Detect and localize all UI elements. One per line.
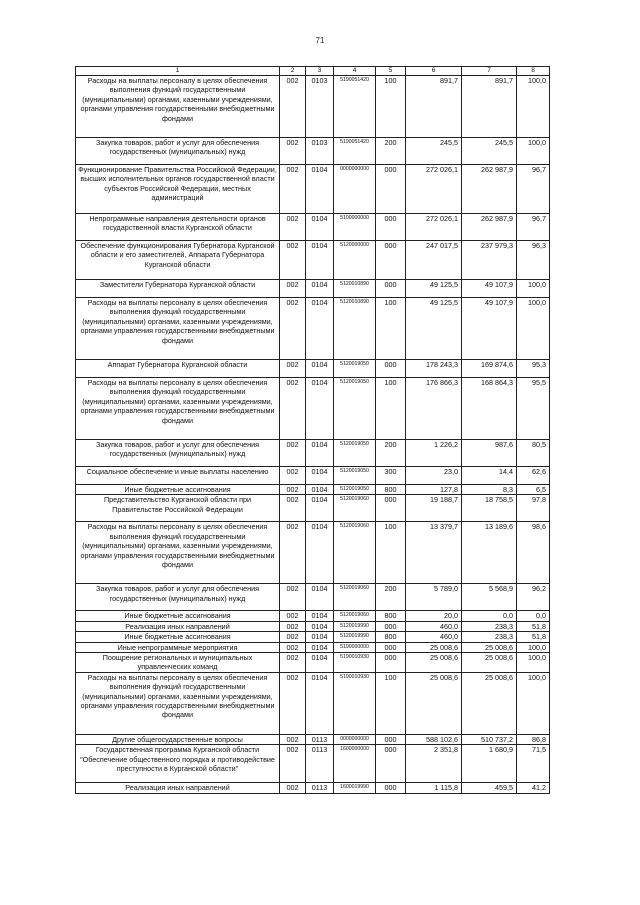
table-cell-fact: 5 568,9 — [462, 584, 517, 611]
column-header: 1 — [76, 67, 280, 76]
table-cell-name: Функционирование Правительства Российской Федерации, высших исполнительных органов государственной власти субъектов Российской Федерации, местных администраций — [76, 165, 280, 214]
table-cell-ved: 002 — [280, 672, 306, 734]
table-row — [76, 745, 550, 783]
table-cell-name: Другие общегосударственные вопросы — [76, 734, 280, 744]
table-cell-plan: 19 188,7 — [406, 495, 462, 522]
table-cell-percent: 98,6 — [517, 522, 550, 584]
table-row — [76, 485, 550, 495]
table-cell-percent: 96,3 — [517, 241, 550, 280]
table-cell-csr: 5120010890 — [334, 298, 376, 360]
table-cell-plan: 49 125,5 — [406, 280, 462, 298]
table-cell-fact: 169 874,6 — [462, 360, 517, 378]
table-cell-vr: 000 — [376, 653, 406, 673]
table-cell-csr: 5120019990 — [334, 621, 376, 631]
table-cell-rzpr: 0104 — [306, 621, 334, 631]
page-number: 71 — [315, 36, 325, 45]
table-cell-vr: 100 — [376, 378, 406, 440]
table-cell-fact: 891,7 — [462, 76, 517, 138]
table-cell-ved: 002 — [280, 653, 306, 673]
table-cell-plan: 272 026,1 — [406, 165, 462, 214]
table-cell-fact: 245,5 — [462, 138, 517, 165]
table-cell-plan: 1 115,8 — [406, 783, 462, 793]
table-row — [76, 632, 550, 642]
table-cell-name: Расходы на выплаты персоналу в целях обеспечения выполнения функций государственными (муниципальными) органами, казенными учреждениями, органами управления государственными внебюджетными фондами — [76, 298, 280, 360]
table-cell-fact: 18 758,5 — [462, 495, 517, 522]
table-cell-percent: 100,0 — [517, 138, 550, 165]
table-cell-name: Непрограммные направления деятельности органов государственной власти Курганской области — [76, 214, 280, 241]
table-cell-name: Закупка товаров, работ и услуг для обеспечения государственных (муниципальных) нужд — [76, 138, 280, 165]
table-row — [76, 672, 550, 734]
table-cell-ved: 002 — [280, 522, 306, 584]
column-header: 8 — [517, 67, 550, 76]
table-cell-name: Иные бюджетные ассигнования — [76, 485, 280, 495]
table-cell-vr: 100 — [376, 522, 406, 584]
table-cell-vr: 000 — [376, 783, 406, 793]
table-cell-vr: 000 — [376, 621, 406, 631]
table-cell-plan: 460,0 — [406, 621, 462, 631]
table-cell-rzpr: 0104 — [306, 642, 334, 652]
table-cell-name: Иные непрограммные мероприятия — [76, 642, 280, 652]
table-cell-plan: 460,0 — [406, 632, 462, 642]
table-cell-ved: 002 — [280, 76, 306, 138]
table-cell-percent: 100,0 — [517, 653, 550, 673]
table-cell-csr: 5120019050 — [334, 360, 376, 378]
table-cell-plan: 20,0 — [406, 611, 462, 621]
table-cell-vr: 800 — [376, 632, 406, 642]
table-cell-csr: 0000000000 — [334, 734, 376, 744]
table-row — [76, 76, 550, 138]
table-cell-fact: 262 987,9 — [462, 165, 517, 214]
table-row — [76, 783, 550, 793]
table-cell-fact: 168 864,3 — [462, 378, 517, 440]
table-cell-plan: 127,8 — [406, 485, 462, 495]
table-cell-vr: 100 — [376, 672, 406, 734]
table-cell-fact: 238,3 — [462, 621, 517, 631]
table-cell-percent: 96,2 — [517, 584, 550, 611]
table-cell-vr: 000 — [376, 495, 406, 522]
table-cell-csr: 5190051420 — [334, 76, 376, 138]
table-cell-fact: 238,3 — [462, 632, 517, 642]
table-cell-percent: 41,2 — [517, 783, 550, 793]
table-cell-csr: 5190010930 — [334, 653, 376, 673]
table-cell-fact: 25 008,6 — [462, 642, 517, 652]
table-cell-csr: 5120019060 — [334, 611, 376, 621]
table-cell-vr: 300 — [376, 467, 406, 485]
table-cell-ved: 002 — [280, 584, 306, 611]
table-cell-csr: 5100000000 — [334, 214, 376, 241]
table-cell-csr: 1600019990 — [334, 783, 376, 793]
table-cell-name: Заместители Губернатора Курганской области — [76, 280, 280, 298]
table-row — [76, 734, 550, 744]
table-cell-name: Иные бюджетные ассигнования — [76, 611, 280, 621]
table-cell-fact: 237 979,3 — [462, 241, 517, 280]
table-cell-fact: 25 008,6 — [462, 653, 517, 673]
table-cell-rzpr: 0104 — [306, 214, 334, 241]
table-cell-name: Реализация иных направлений — [76, 621, 280, 631]
column-header: 3 — [306, 67, 334, 76]
column-header: 2 — [280, 67, 306, 76]
table-cell-rzpr: 0104 — [306, 280, 334, 298]
table-cell-vr: 200 — [376, 584, 406, 611]
table-cell-fact: 459,5 — [462, 783, 517, 793]
table-cell-plan: 247 017,5 — [406, 241, 462, 280]
table-cell-percent: 100,0 — [517, 76, 550, 138]
table-cell-vr: 000 — [376, 642, 406, 652]
table-cell-ved: 002 — [280, 440, 306, 467]
table-cell-percent: 100,0 — [517, 642, 550, 652]
column-header: 4 — [334, 67, 376, 76]
table-cell-ved: 002 — [280, 467, 306, 485]
table-cell-ved: 002 — [280, 485, 306, 495]
table-row — [76, 165, 550, 214]
table-cell-rzpr: 0104 — [306, 298, 334, 360]
table-cell-ved: 002 — [280, 495, 306, 522]
table-cell-rzpr: 0113 — [306, 745, 334, 783]
table-cell-csr: 5120019050 — [334, 485, 376, 495]
table-cell-plan: 25 008,6 — [406, 672, 462, 734]
table-cell-name: Представительство Курганской области при Правительстве Российской Федерации — [76, 495, 280, 522]
table-cell-percent: 96,7 — [517, 165, 550, 214]
table-cell-percent: 100,0 — [517, 672, 550, 734]
table-cell-ved: 002 — [280, 138, 306, 165]
table-cell-ved: 002 — [280, 611, 306, 621]
table-cell-vr: 000 — [376, 280, 406, 298]
table-cell-name: Аппарат Губернатора Курганской области — [76, 360, 280, 378]
table-cell-rzpr: 0104 — [306, 360, 334, 378]
table-cell-percent: 71,5 — [517, 745, 550, 783]
table-cell-plan: 2 351,8 — [406, 745, 462, 783]
table-cell-percent: 0,0 — [517, 611, 550, 621]
table-cell-fact: 13 189,6 — [462, 522, 517, 584]
table-cell-rzpr: 0104 — [306, 653, 334, 673]
table-row — [76, 360, 550, 378]
table-row — [76, 621, 550, 631]
table-header-row — [76, 67, 550, 76]
table-cell-fact: 8,3 — [462, 485, 517, 495]
table-row — [76, 642, 550, 652]
table-cell-vr: 800 — [376, 611, 406, 621]
table-cell-csr: 5120019050 — [334, 378, 376, 440]
table-cell-name: Расходы на выплаты персоналу в целях обеспечения выполнения функций государственными (муниципальными) органами, казенными учреждениями, органами управления государственными внебюджетными фондами — [76, 76, 280, 138]
table-cell-csr: 5190000000 — [334, 642, 376, 652]
table-row — [76, 214, 550, 241]
table-cell-plan: 588 102,6 — [406, 734, 462, 744]
table-cell-rzpr: 0104 — [306, 522, 334, 584]
table-row — [76, 138, 550, 165]
table-cell-plan: 178 243,3 — [406, 360, 462, 378]
table-cell-rzpr: 0104 — [306, 378, 334, 440]
table-cell-ved: 002 — [280, 745, 306, 783]
table-cell-vr: 000 — [376, 165, 406, 214]
table-cell-percent: 96,7 — [517, 214, 550, 241]
table-cell-fact: 1 680,9 — [462, 745, 517, 783]
table-cell-rzpr: 0104 — [306, 467, 334, 485]
table-row — [76, 280, 550, 298]
column-header: 7 — [462, 67, 517, 76]
table-cell-name: Закупка товаров, работ и услуг для обеспечения государственных (муниципальных) нужд — [76, 440, 280, 467]
table-cell-vr: 000 — [376, 745, 406, 783]
column-header: 6 — [406, 67, 462, 76]
table-row — [76, 495, 550, 522]
table-cell-csr: 5120019990 — [334, 632, 376, 642]
table-cell-percent: 6,5 — [517, 485, 550, 495]
table-cell-name: Государственная программа Курганской области "Обеспечение общественного порядка и противодействие преступности в Курганской области" — [76, 745, 280, 783]
table-cell-rzpr: 0104 — [306, 584, 334, 611]
table-cell-fact: 49 107,9 — [462, 280, 517, 298]
table-cell-csr: 5120010890 — [334, 280, 376, 298]
table-cell-plan: 49 125,5 — [406, 298, 462, 360]
table-cell-fact: 25 008,6 — [462, 672, 517, 734]
table-cell-percent: 51,8 — [517, 621, 550, 631]
table-cell-vr: 000 — [376, 214, 406, 241]
table-cell-csr: 5120019060 — [334, 495, 376, 522]
table-cell-csr: 5120019060 — [334, 522, 376, 584]
table-cell-name: Социальное обеспечение и иные выплаты населению — [76, 467, 280, 485]
table-cell-vr: 000 — [376, 360, 406, 378]
table-cell-plan: 25 008,6 — [406, 642, 462, 652]
table-row — [76, 522, 550, 584]
table-cell-rzpr: 0113 — [306, 734, 334, 744]
table-cell-rzpr: 0104 — [306, 611, 334, 621]
table-cell-ved: 002 — [280, 360, 306, 378]
table-cell-rzpr: 0103 — [306, 76, 334, 138]
table-cell-plan: 176 866,3 — [406, 378, 462, 440]
table-cell-plan: 245,5 — [406, 138, 462, 165]
table-cell-name: Закупка товаров, работ и услуг для обеспечения государственных (муниципальных) нужд — [76, 584, 280, 611]
table-cell-rzpr: 0103 — [306, 138, 334, 165]
table-cell-name: Расходы на выплаты персоналу в целях обеспечения выполнения функций государственными (муниципальными) органами, казенными учреждениями, органами управления государственными внебюджетными фондами — [76, 378, 280, 440]
table-cell-plan: 23,0 — [406, 467, 462, 485]
table-cell-ved: 002 — [280, 783, 306, 793]
table-cell-ved: 002 — [280, 621, 306, 631]
budget-table — [75, 66, 550, 794]
table-cell-rzpr: 0104 — [306, 632, 334, 642]
table-cell-plan: 1 226,2 — [406, 440, 462, 467]
table-cell-name: Иные бюджетные ассигнования — [76, 632, 280, 642]
table-cell-percent: 86,8 — [517, 734, 550, 744]
table-cell-ved: 002 — [280, 165, 306, 214]
table-body — [76, 76, 550, 794]
table-cell-vr: 000 — [376, 734, 406, 744]
table-cell-percent: 100,0 — [517, 298, 550, 360]
table-cell-name: Расходы на выплаты персоналу в целях обеспечения выполнения функций государственными (муниципальными) органами, казенными учреждениями, органами управления государственными внебюджетными фондами — [76, 672, 280, 734]
table-cell-fact: 49 107,9 — [462, 298, 517, 360]
table-cell-vr: 200 — [376, 138, 406, 165]
table-cell-rzpr: 0104 — [306, 672, 334, 734]
table-cell-csr: 5120019050 — [334, 440, 376, 467]
table-cell-percent: 97,8 — [517, 495, 550, 522]
table-row — [76, 378, 550, 440]
table-cell-vr: 800 — [376, 485, 406, 495]
table-cell-percent: 100,0 — [517, 280, 550, 298]
table-row — [76, 611, 550, 621]
table-cell-name: Расходы на выплаты персоналу в целях обеспечения выполнения функций государственными (муниципальными) органами, казенными учреждениями, органами управления государственными внебюджетными фондами — [76, 522, 280, 584]
table-row — [76, 440, 550, 467]
table-cell-plan: 5 789,0 — [406, 584, 462, 611]
table-cell-csr: 5190051420 — [334, 138, 376, 165]
table-cell-csr: 5120019060 — [334, 584, 376, 611]
table-cell-rzpr: 0104 — [306, 440, 334, 467]
table-cell-csr: 0000000000 — [334, 165, 376, 214]
table-cell-fact: 14,4 — [462, 467, 517, 485]
table-cell-vr: 100 — [376, 76, 406, 138]
table-cell-rzpr: 0104 — [306, 241, 334, 280]
table-cell-percent: 80,5 — [517, 440, 550, 467]
table-cell-plan: 25 008,6 — [406, 653, 462, 673]
table-row — [76, 298, 550, 360]
table-cell-fact: 510 737,2 — [462, 734, 517, 744]
table-cell-ved: 002 — [280, 632, 306, 642]
table-row — [76, 467, 550, 485]
table-cell-rzpr: 0113 — [306, 783, 334, 793]
table-cell-ved: 002 — [280, 642, 306, 652]
table-cell-ved: 002 — [280, 241, 306, 280]
table-cell-csr: 5120000000 — [334, 241, 376, 280]
table-cell-plan: 272 026,1 — [406, 214, 462, 241]
table-cell-vr: 200 — [376, 440, 406, 467]
table-cell-plan: 891,7 — [406, 76, 462, 138]
table-cell-ved: 002 — [280, 298, 306, 360]
table-cell-vr: 000 — [376, 241, 406, 280]
table-row — [76, 584, 550, 611]
table-cell-percent: 51,8 — [517, 632, 550, 642]
table-cell-name: Реализация иных направлений — [76, 783, 280, 793]
table-cell-percent: 62,6 — [517, 467, 550, 485]
table-cell-csr: 5190010930 — [334, 672, 376, 734]
table-row — [76, 241, 550, 280]
column-header: 5 — [376, 67, 406, 76]
table-cell-percent: 95,5 — [517, 378, 550, 440]
table-cell-fact: 262 987,9 — [462, 214, 517, 241]
table-cell-ved: 002 — [280, 214, 306, 241]
table-cell-ved: 002 — [280, 734, 306, 744]
table-cell-plan: 13 379,7 — [406, 522, 462, 584]
table-cell-rzpr: 0104 — [306, 495, 334, 522]
table-cell-fact: 0,0 — [462, 611, 517, 621]
table-row — [76, 653, 550, 673]
table-cell-ved: 002 — [280, 280, 306, 298]
table-cell-name: Поощрение региональных и муниципальных управленческих команд — [76, 653, 280, 673]
table-cell-fact: 987,6 — [462, 440, 517, 467]
table-cell-name: Обеспечение функционирования Губернатора Курганской области и его заместителей, Аппарата Губернатора Курганской области — [76, 241, 280, 280]
table-cell-ved: 002 — [280, 378, 306, 440]
table-cell-vr: 100 — [376, 298, 406, 360]
table-cell-csr: 5120019050 — [334, 467, 376, 485]
table-cell-csr: 1600000000 — [334, 745, 376, 783]
table-cell-percent: 95,3 — [517, 360, 550, 378]
table-cell-rzpr: 0104 — [306, 165, 334, 214]
table-cell-rzpr: 0104 — [306, 485, 334, 495]
